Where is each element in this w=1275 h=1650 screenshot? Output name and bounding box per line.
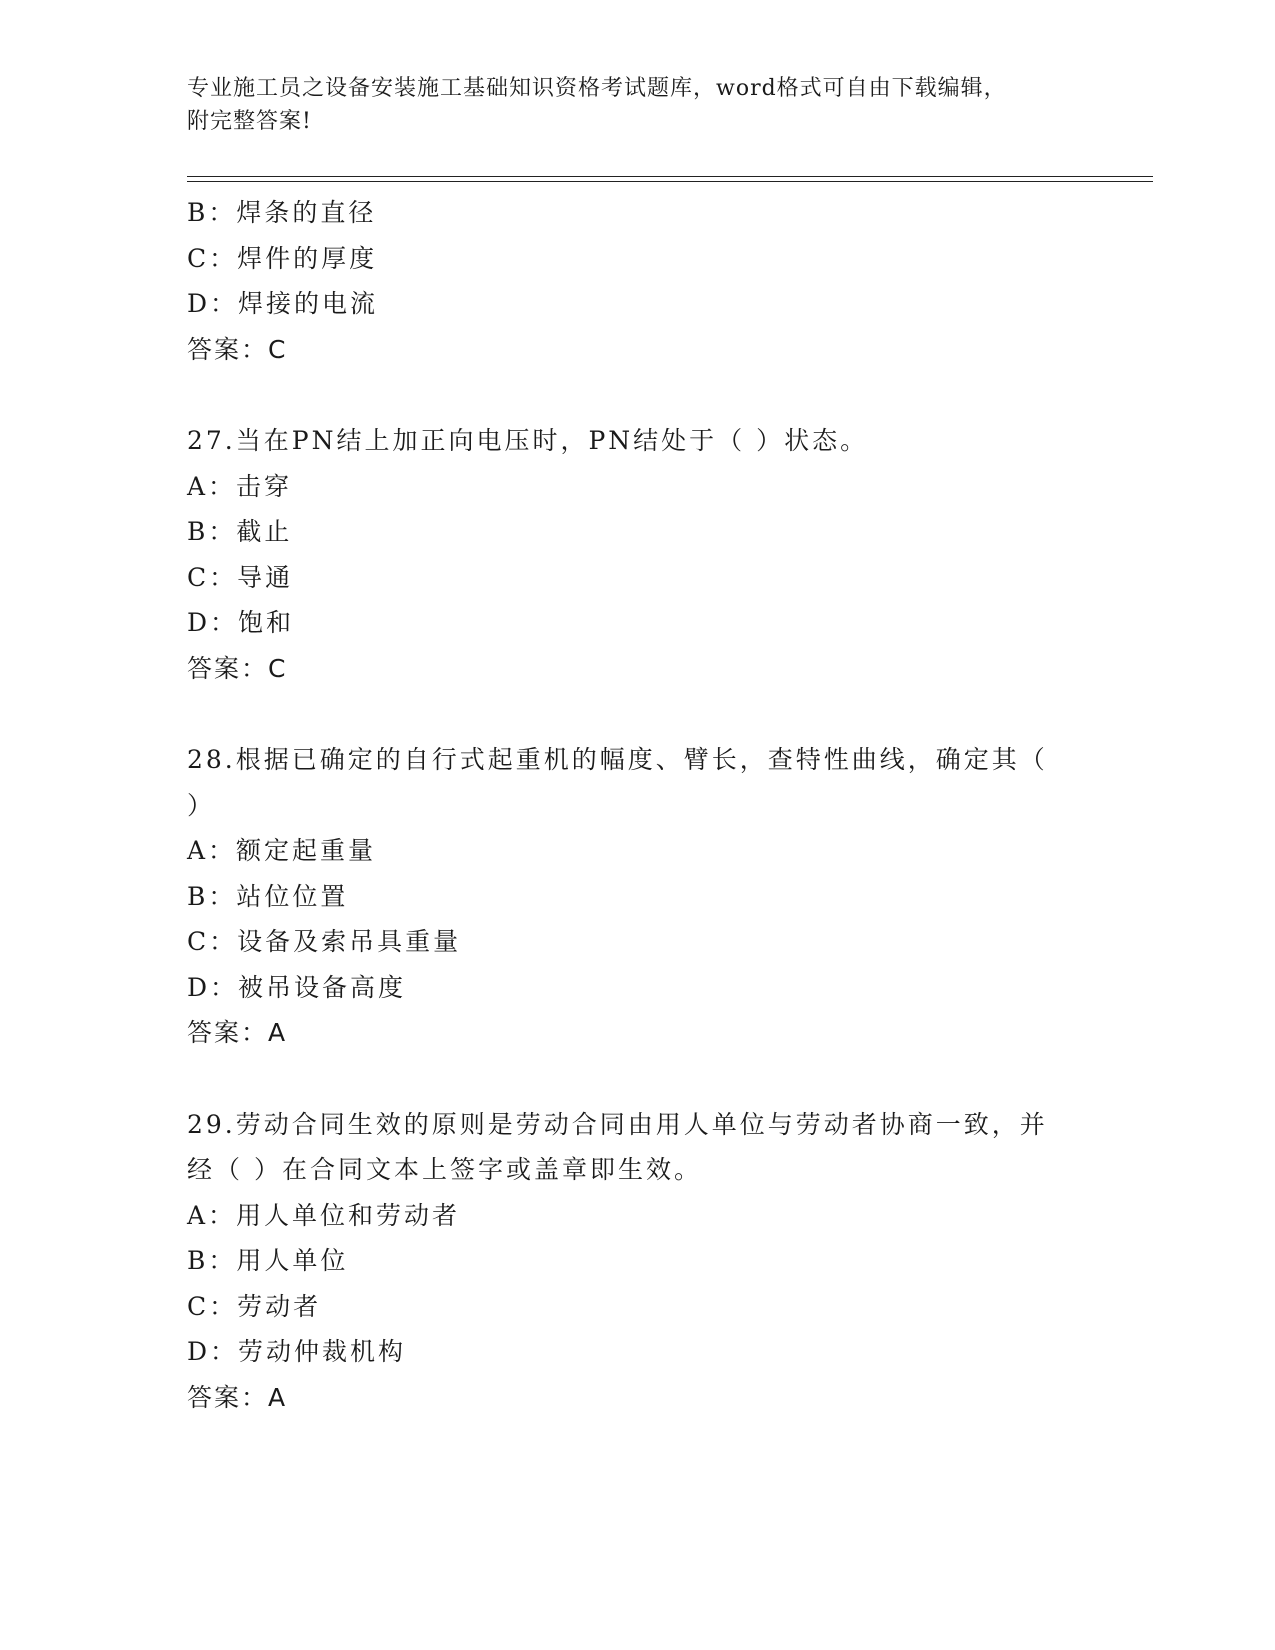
question-text-line-1: 28.根据已确定的自行式起重机的幅度、臂长，查特性曲线，确定其（: [187, 745, 1048, 774]
option-b: B：截止: [187, 517, 293, 546]
question-text-line-2: ）: [187, 790, 216, 820]
option-d: D：劳动仲裁机构: [187, 1337, 407, 1366]
answer: 答案：C: [187, 653, 288, 683]
question-29: [187, 1102, 1087, 1421]
option-d: D：饱和: [187, 608, 295, 637]
question-text-line-2: 经（ ）在合同文本上签字或盖章即生效。: [187, 1155, 702, 1184]
option-b: B：焊条的直径: [187, 198, 377, 227]
question-fragment: [187, 190, 1087, 372]
question-28: [187, 737, 1087, 1056]
option-a: A：击穿: [187, 471, 293, 501]
document-header: [187, 72, 1067, 138]
option-c: C：导通: [187, 562, 294, 592]
option-d: D：焊接的电流: [187, 289, 379, 318]
header-line-2: 附完整答案!: [187, 109, 312, 134]
option-a: A：用人单位和劳动者: [187, 1200, 461, 1230]
option-c: C：焊件的厚度: [187, 243, 378, 273]
header-line-1: 专业施工员之设备安装施工基础知识资格考试题库，word格式可自由下载编辑，: [187, 76, 1007, 101]
header-divider-bottom: [187, 181, 1153, 182]
option-a: A：额定起重量: [187, 836, 377, 865]
answer: 答案：A: [187, 1382, 288, 1412]
header-divider-top: [187, 176, 1153, 177]
option-c: C：劳动者: [187, 1291, 322, 1321]
question-text-line-1: 29.劳动合同生效的原则是劳动合同由用人单位与劳动者协商一致，并: [187, 1109, 1048, 1139]
question-27: [187, 418, 1087, 691]
question-list: [187, 190, 1087, 1420]
answer: 答案：A: [187, 1018, 288, 1047]
question-text: 27.当在PN结上加正向电压时，PN结处于（ ）状态。: [187, 426, 869, 455]
option-d: D：被吊设备高度: [187, 972, 407, 1002]
option-c: C：设备及索吊具重量: [187, 927, 462, 956]
answer: 答案：C: [187, 334, 288, 364]
option-b: B：站位位置: [187, 881, 349, 911]
option-b: B：用人单位: [187, 1246, 349, 1275]
